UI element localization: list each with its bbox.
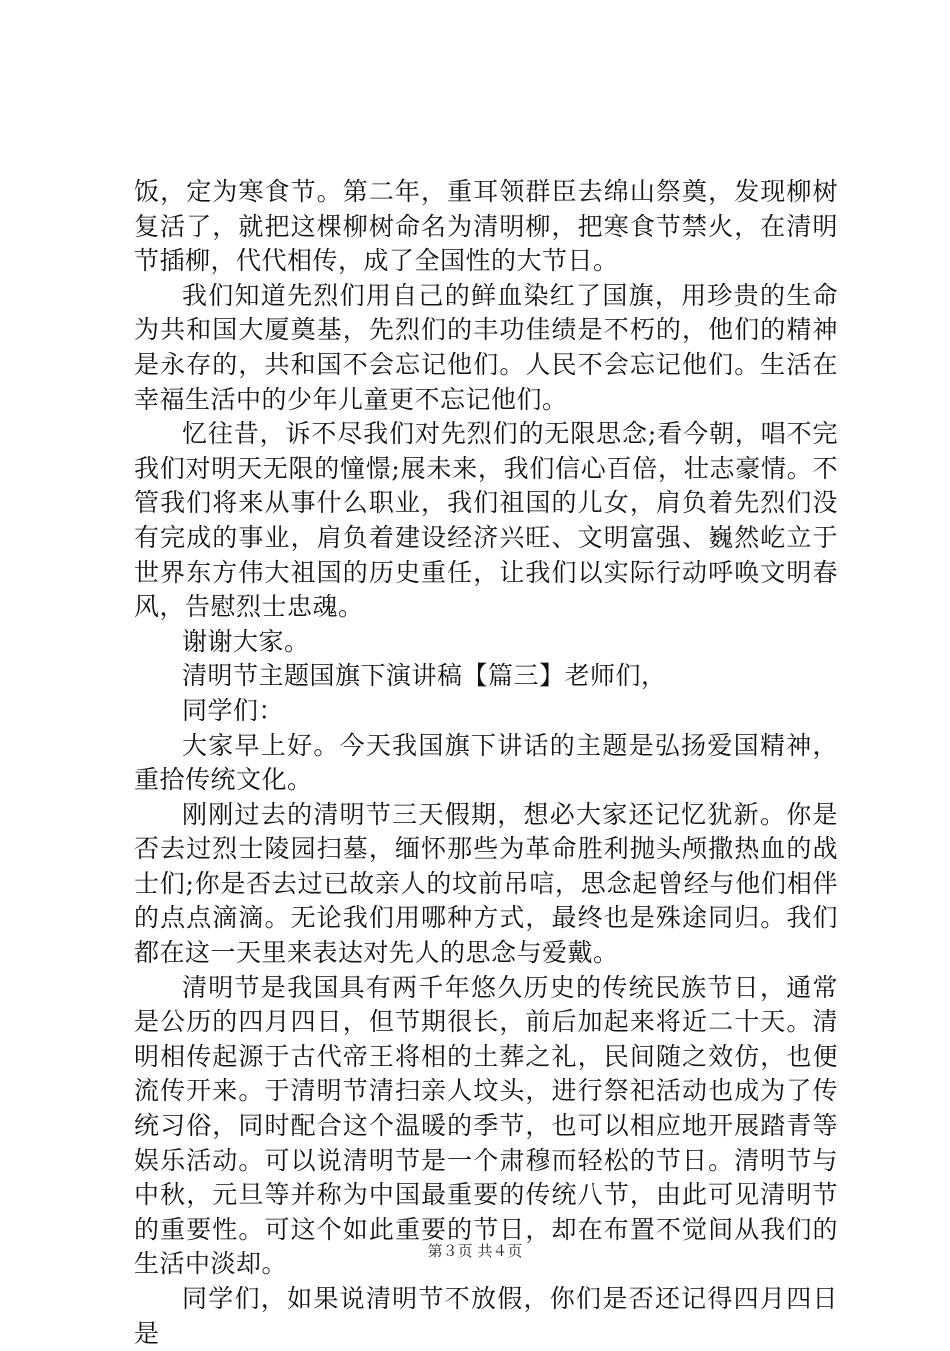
paragraph: 同学们，如果说清明节不放假，你们是否还记得四月四日是 xyxy=(134,1284,838,1348)
paragraph: 刚刚过去的清明节三天假期，想必大家还记忆犹新。你是否去过烈士陵园扫墓，缅怀那些为革命胜利抛头颅撒热血的战士们;你是否去过已故亲人的坟前吊唁，思念起曾经与他们相伴的点点滴滴。无论我们用哪种方式，最终也是殊途同归。我们都在这一天里来表达对先人的思念与爱戴。 xyxy=(134,799,838,968)
paragraph: 清明节是我国具有两千年悠久历史的传统民族节日，通常是公历的四月四日，但节期很长，前后加起来将近二十天。清明相传起源于古代帝王将相的土葬之礼，民间随之效仿，也便流传开来。于清明节清扫亲人坟头，进行祭祀活动也成为了传统习俗，同时配合这个温暖的季节，也可以相应地开展踏青等娱乐活动。可以说清明节是一个肃穆而轻松的节日。清明节与中秋，元旦等并称为中国最重要的传统八节，由此可见清明节的重要性。可这个如此重要的节日，却在布置不觉间从我们的生活中淡却。 xyxy=(134,972,838,1279)
paragraph-continuation: 饭，定为寒食节。第二年，重耳领群臣去绵山祭奠，发现柳树复活了，就把这棵柳树命名为清明柳，把寒食节禁火，在清明节插柳，代代相传，成了全国性的大节日。 xyxy=(134,177,838,276)
paragraph: 忆往昔，诉不尽我们对先烈们的无限思念;看今朝，唱不完我们对明天无限的憧憬;展未来，我们信心百倍，壮志豪情。不管我们将来从事什么职业，我们祖国的儿女，肩负着先烈们没有完成的事业，肩负着建设经济兴旺、文明富强、巍然屹立于世界东方伟大祖国的历史重任，让我们以实际行动呼唤文明春风，告慰烈士忠魂。 xyxy=(134,419,838,622)
paragraph: 同学们： xyxy=(182,695,285,725)
page-footer: 第３页 共４页 xyxy=(427,1242,523,1260)
section-heading: 清明节主题国旗下演讲稿【篇三】老师们， xyxy=(182,661,667,691)
paragraph: 我们知道先烈们用自己的鲜血染红了国旗，用珍贵的生命为共和国大厦奠基，先烈们的丰功佳绩是不朽的，他们的精神是永存的，共和国不会忘记他们。人民不会忘记他们。生活在幸福生活中的少年儿童更不忘记他们。 xyxy=(134,280,838,414)
paragraph: 大家早上好。今天我国旗下讲话的主题是弘扬爱国精神，重拾传统文化。 xyxy=(134,730,838,795)
document-body xyxy=(134,175,838,1351)
paragraph: 谢谢大家。 xyxy=(182,626,310,656)
